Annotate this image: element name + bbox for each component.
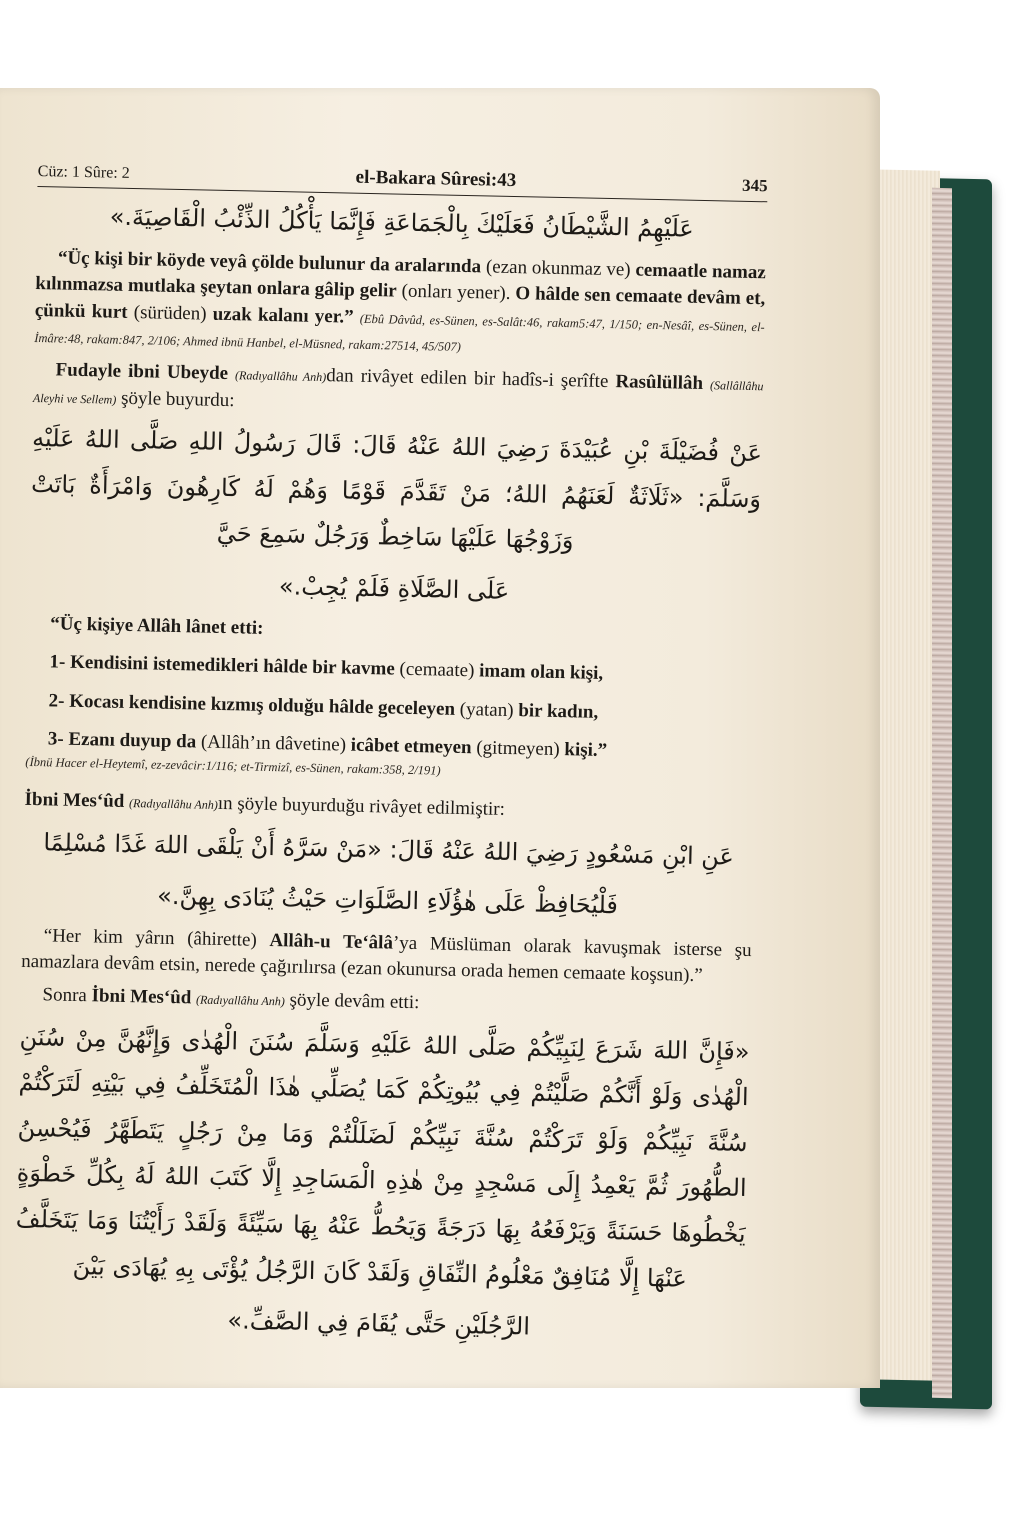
item3-paren: (Allâh’ın dâvetine) [200, 731, 347, 756]
honorific-2: (Radıyallâhu Anh) [234, 368, 327, 385]
t1-bold-c: O hâlde sen cemaate devâm et, çünkü kurt [34, 283, 766, 323]
t3-a: “Her kim yârın (âhirette) [43, 925, 258, 951]
t1-paren-a: (ezan okunmaz ve) [485, 256, 631, 281]
arabic-hadith-1: عَلَيْهِمُ الشَّيْطَانُ فَعَلَيْكَ بِالْجَمَاعَةِ فَإِنَّمَا يَأْكُلُ الذِّئْبُ الْقَاصِيَةَ.» [109, 202, 695, 243]
arabic-hadith-3a: عَنِ ابْنِ مَسْعُودٍ رَضِيَ اللهُ عَنْهُ قَالَ: «مَنْ سَرَّهُ أَنْ يَلْقَى اللهَ غَدًا مُسْلِمًا [43, 827, 735, 871]
citation-2: (İbnü Hacer el-Heytemî, ez-zevâcir:1/116; et-Tirmizî, es-Sünen, rakam:358, 2/191) [25, 754, 441, 778]
citation-1: (Ebû Dâvûd, es-Sünen, es-Salât:46, rakam5:47, 1/150; en-Nesâî, es-Sünen, el-İmâre:48, rakam:847, 2/106; Ahmed ibnü Hanbel, el-Müsned, rakam:27514, 45/507) [34, 311, 765, 355]
item3-a: 3- Ezanı duyup da [47, 728, 197, 753]
item1-a: 1- Kendisini istemedikleri hâlde bir kavme [49, 651, 395, 680]
intro-text-3: ın şöyle buyurduğu rivâyet edilmiştir: [217, 792, 506, 820]
intro-2 [33, 357, 764, 425]
header-surah-title: el-Bakara Sûresi:43 [355, 166, 517, 192]
t3-bold: Allâh-u Te‘âlâ [269, 929, 394, 954]
translation-1 [34, 245, 766, 367]
narrator-name-2: Fudayle ibni Ubeyde [55, 359, 229, 384]
item2-a: 2- Kocası kendisine kızmış olduğu hâlde geceleyen [48, 690, 456, 720]
book-page [0, 88, 880, 1388]
narrator-name-4: İbni Mes‘ûd [91, 985, 192, 1009]
lead-2-text: “Üç kişiye Allâh lânet etti: [50, 612, 264, 639]
t1-paren-b: (onları yener). [401, 280, 511, 305]
page-content [13, 160, 768, 1357]
translation-3 [21, 923, 752, 991]
page-number: 345 [741, 175, 768, 196]
header-juz-surah: Cüz: 1 Sûre: 2 [37, 162, 130, 182]
t1-paren-c: (sürüden) [133, 301, 207, 325]
prophet-honorific: (Sallâllâhu Aleyhi ve Sellem) [32, 378, 764, 407]
honorific-3: (Radıyallâhu Anh) [128, 796, 218, 812]
item3-end: kişi.” [564, 739, 608, 762]
t1-bold-a: “Üç kişi bir köyde veyâ çölde bulunur da aralarında [57, 247, 482, 277]
arabic-hadith-3b: فَلْيُحَافِظْ عَلَى هٰؤُلَاءِ الصَّلَوَاتِ حَيْثُ يُنَادَى بِهِنَّ.» [156, 881, 619, 920]
narrator-name-3: İbni Mes‘ûd [24, 788, 125, 812]
intro-text-2: dan rivâyet edilen bir hadîs-i şerîfte [325, 365, 609, 392]
t3-b: ’ya Müslüman olarak kavuşmak isterse şu namazlara devâm etsin, nerede çağırılırsa (ezan okunursa orada hemen cemaate koşsun).” [20, 932, 752, 987]
item1-paren: (cemaate) [399, 658, 475, 682]
t1-bold-d: uzak kalanı yer.” [212, 303, 354, 328]
intro-text-4: şöyle devâm etti: [289, 989, 420, 1014]
intro-end-2: şöyle buyurdu: [120, 387, 235, 411]
arabic-hadith-4a: «فَإِنَّ اللهَ شَرَعَ لِنَبِيِّكُمْ صَلَّى اللهُ عَلَيْهِ وَسَلَّمَ سُنَنَ الْهُدٰى وَإِنَّهُنَّ مِنْ سُنَنِ الْهُدٰى وَلَوْ أَنَّكُمْ صَلَّيْتُمْ فِي بُيُوتِكُمْ كَمَا يُصَلِّي هٰذَا الْمُتَخَلِّفُ فِي بَيْتِهِ لَتَرَكْتُمْ سُنَّةَ نَبِيِّكُمْ وَلَوْ تَرَكْتُمْ سُنَّةَ نَبِيِّكُمْ لَضَلَلْتُمْ وَمَا مِنْ رَجُلٍ يَتَطَهَّرُ فَيُحْسِنُ الطُّهُورَ ثُمَّ يَعْمِدُ إِلَى مَسْجِدٍ مِنْ هٰذِهِ الْمَسَاجِدِ إِلَّا كَتَبَ اللهُ لَهُ بِكُلِّ خَطْوَةٍ يَخْطُوهَا حَسَنَةً وَيَرْفَعُهُ بِهَا دَرَجَةً وَيَحُطُّ عَنْهُ بِهَا سَيِّئَةً وَلَقَدْ رَأَيْتُنَا وَمَا يَتَخَلَّفُ عَنْهَا إِلَّا مُنَافِقٌ مَعْلُومُ النِّفَاقِ وَلَقَدْ كَانَ الرَّجُلُ يُؤْتَى بِهِ يُهَادَى بَيْنَ [15, 1022, 750, 1293]
t1-bold-b: cemaatle namaz kılınmazsa mutlaka şeytan onlara gâlip gelir [35, 259, 767, 302]
item2-end: bir kadın, [518, 699, 599, 723]
item2-paren: (yatan) [459, 698, 514, 721]
page-trim [932, 188, 952, 1398]
item3-mid: icâbet etmeyen [350, 734, 472, 759]
list-item-1 [49, 649, 757, 690]
prophet-name: Rasûlüllâh [615, 371, 704, 394]
book [0, 60, 1000, 1390]
arabic-hadith-2b: عَلَى الصَّلَاةِ فَلَمْ يُجِبْ.» [278, 572, 510, 605]
honorific-4: (Radıyallâhu Anh) [195, 992, 285, 1009]
intro-pre-4: Sonra [42, 984, 88, 1007]
arabic-hadith-2a: عَنْ فُضَيْلَةَ بْنِ عُبَيْدَةَ رَضِيَ اللهُ عَنْهُ قَالَ: قَالَ رَسُولُ اللهِ صَلَّى اللهُ عَلَيْهِ وَسَلَّمَ: «ثَلَاثَةٌ لَعَنَهُمُ اللهُ؛ مَنْ تَقَدَّمَ قَوْمًا وَهُمْ لَهُ كَارِهُونَ وَامْرَأَةٌ بَاتَتْ وَزَوْجُهَا عَلَيْهَا سَاخِطٌ وَرَجُلٌ سَمِعَ حَيَّ [30, 424, 763, 555]
arabic-hadith-4b: الرَّجُلَيْنِ حَتَّى يُقَامَ فِي الصَّفِّ.» [227, 1306, 531, 1341]
item1-end: imam olan kişi, [478, 660, 604, 685]
list-item-2 [48, 688, 756, 729]
item3-paren2: (gitmeyen) [476, 737, 560, 761]
